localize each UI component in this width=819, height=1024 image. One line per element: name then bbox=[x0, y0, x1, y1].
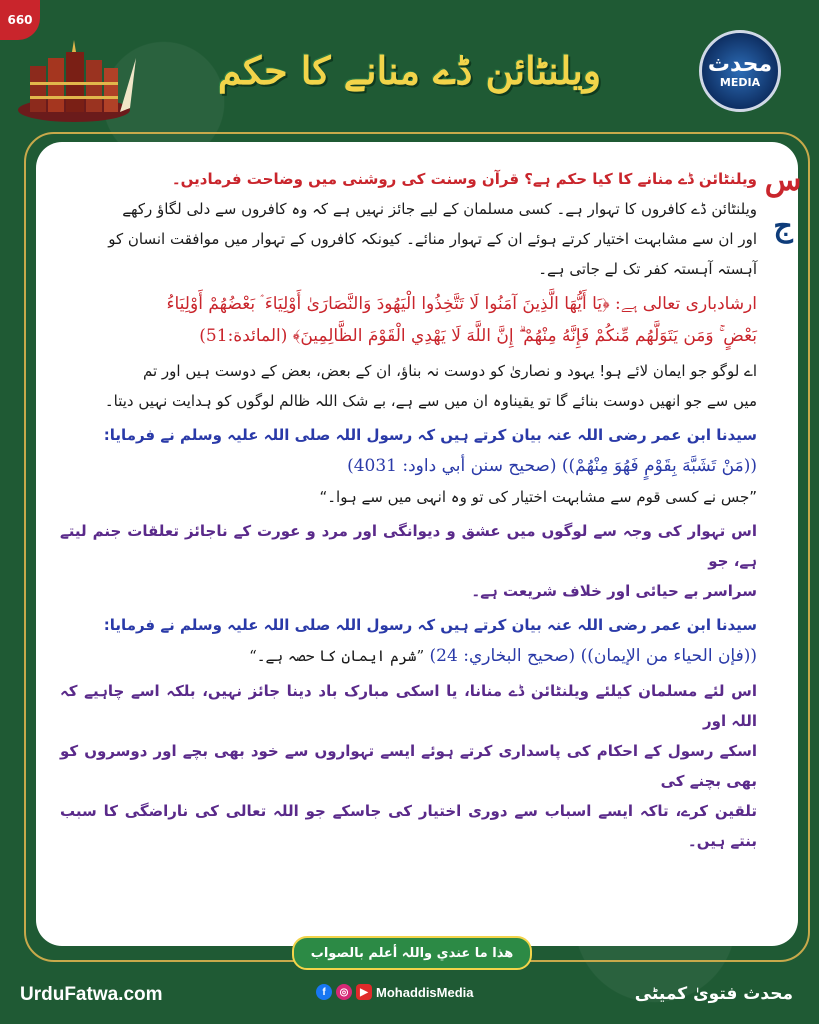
conclusion-text: اسکے رسول کے احکام کی پاسداری کرتے ہوئے ایسے تہواروں سے خود بھی بچے اور دوسروں کو بھی بچنے کی bbox=[60, 742, 757, 790]
answer-line: ویلنٹائن ڈے کافروں کا تہوار ہے۔ کسی مسلمان کے لیے جائز نہیں ہے کہ وہ کافروں سے دلی لگاؤ رکھے bbox=[122, 200, 757, 218]
logo-subtext: MEDIA bbox=[719, 75, 761, 89]
hadith-translation: ”جس نے کسی قوم سے مشابہت اختیار کی تو وہ انہی میں سے ہوا۔“ bbox=[319, 488, 757, 506]
youtube-icon[interactable]: ▶ bbox=[356, 984, 372, 1000]
page-number-badge: 660 bbox=[0, 0, 40, 40]
facebook-icon[interactable]: f bbox=[316, 984, 332, 1000]
hadith-intro: سیدنا ابن عمر رضی اللہ عنہ بیان کرتے ہیں کہ رسول اللہ صلی اللہ علیہ وسلم نے فرمایا: bbox=[103, 616, 757, 634]
closing-badge: ھذا ما عندي واللہ أعلم بالصواب bbox=[292, 936, 532, 970]
footer bbox=[0, 976, 819, 1024]
mohaddis-media-logo bbox=[699, 30, 781, 112]
quran-verse bbox=[60, 288, 757, 320]
page-title: ویلنٹائن ڈے منانے کا حکم bbox=[217, 48, 602, 93]
committee-name: محدث فتویٰ کمیٹی bbox=[634, 984, 793, 1004]
instagram-icon[interactable]: ◎ bbox=[336, 984, 352, 1000]
verse-translation: میں سے جو انھیں دوست بنائے گا تو یقیناوہ ان میں سے ہے، بے شک اللہ ظالم لوگوں کو ہدایت نہیں دیتا۔ bbox=[104, 392, 757, 410]
conclusion-text: اس لئے مسلمان کیلئے ویلنٹائن ڈے منانا، یا اسکی مبارک باد دینا جائز نہیں، بلکہ اسے چاہیے کہ اللہ اور bbox=[60, 682, 757, 730]
hadith-translation: ”شرم ایمان کا حصہ ہے۔“ bbox=[249, 647, 425, 665]
verse-intro: ارشادباری تعالی ہے: bbox=[615, 294, 757, 314]
answer-icon: ج bbox=[773, 208, 793, 244]
question-text: ویلنٹائن ڈے منانے کا کیا حکم ہے؟ قرآن وسنت کی روشنی میں وضاحت فرمادیں۔ bbox=[171, 170, 757, 188]
social-handle[interactable]: MohaddisMedia bbox=[376, 984, 474, 1000]
website-link[interactable]: UrduFatwa.com bbox=[20, 984, 163, 1005]
hadith-intro: سیدنا ابن عمر رضی اللہ عنہ بیان کرتے ہیں کہ رسول اللہ صلی اللہ علیہ وسلم نے فرمایا: bbox=[103, 426, 757, 444]
verse-translation: اے لوگو جو ایمان لائے ہو! یہود و نصاریٰ کو دوست نہ بناؤ، ان کے بعض، بعض کے دوست ہیں اور تم bbox=[142, 362, 757, 380]
fatwa-content bbox=[60, 164, 757, 856]
hadith-arabic: ((فإن الحياء من الإيمان)) (صحيح البخاري: 24) bbox=[429, 646, 757, 666]
hadith-arabic: ((مَنْ تَشَبَّهَ بِقَوْمٍ فَهُوَ مِنْهُمْ)) (صحيح سنن أبي داود: 4031) bbox=[347, 456, 757, 476]
verse-arabic-1: ﴿يَا أَيُّهَا الَّذِينَ آمَنُوا لَا تَتَّخِذُوا الْيَهُودَ وَالنَّصَارَىٰ أَوْلِيَاءَ ۘ بَعْضُهُمْ أَوْلِيَاءُ bbox=[166, 294, 610, 314]
festival-text: اس تہوار کی وجہ سے لوگوں میں عشق و دیوانگی اور مرد و عورت کے ناجائز تعلقات جنم لیتے ہے، جو bbox=[60, 522, 757, 570]
answer-line: اور ان سے مشابہت اختیار کرتے ہوئے ان کے تہوار منائے۔ کیونکہ کافروں کے تہوار میں موافقت انسان کو bbox=[108, 230, 757, 248]
question-icon: س bbox=[764, 162, 802, 198]
logo-text: محدث bbox=[707, 51, 773, 77]
social-links bbox=[316, 984, 474, 1000]
conclusion-text: تلقین کرے، تاکہ ایسے اسباب سے دوری اختیار کی جاسکے جو اللہ تعالی کی ناراضگی کا سبب بنتے ہیں۔ bbox=[60, 802, 757, 850]
answer-line: آہستہ آہستہ کفر تک لے جاتی ہے۔ bbox=[538, 260, 757, 278]
hadith-2 bbox=[60, 640, 757, 672]
festival-text: سراسر بے حیائی اور خلاف شریعت ہے۔ bbox=[471, 582, 757, 600]
books-quill-icon bbox=[12, 38, 142, 124]
verse-arabic-2: بَعْضٍ ۚ وَمَن يَتَوَلَّهُم مِّنكُمْ فَإِنَّهُ مِنْهُمْ ۗ إِنَّ اللَّهَ لَا يَهْدِي الْقَوْمَ الظَّالِمِينَ﴾ (المائدة:51) bbox=[199, 326, 757, 346]
